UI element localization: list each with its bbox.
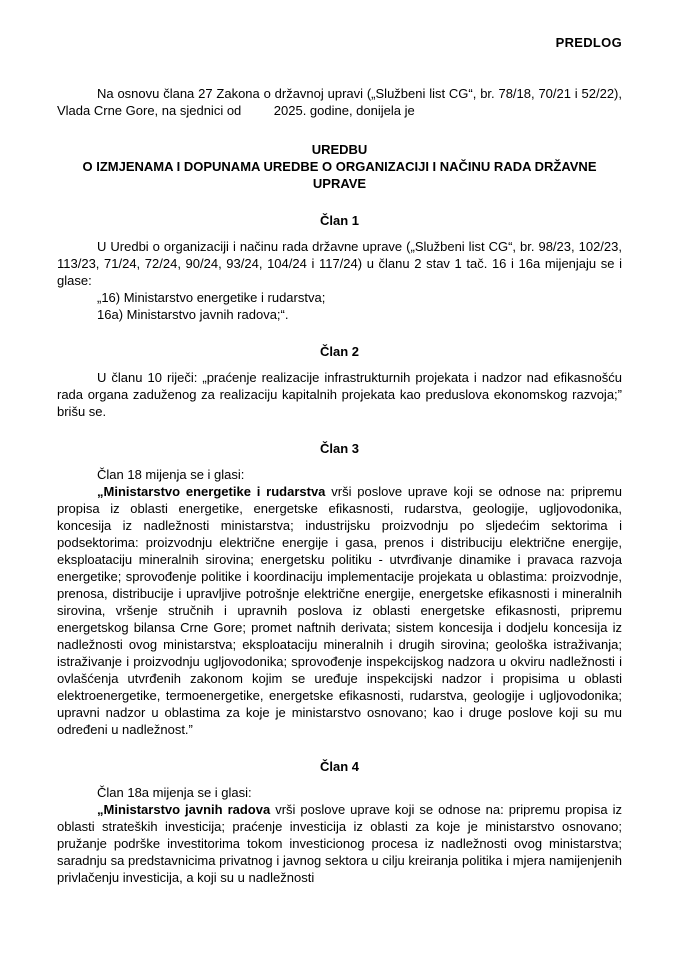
document-label-predlog: PREDLOG [555,35,622,50]
title-line-2: O IZMJENAMA I DOPUNAMA UREDBE O ORGANIZACIJI I NAČINU RADA DRŽAVNE UPRAVE [82,159,597,191]
article-1-heading: Član 1 [319,213,359,228]
article-4-body: vrši poslove uprave koji se odnose na: pripremu propisa iz oblasti strateških investicija; praćenje investicija iz oblasti za koje je ministarstvo osnovano; pružanje podrške investitorima tokom investicionog procesa iz nadležnosti ovog ministarstva; saradnju sa predstavnicima privatnog i javnog sektora u cilju kreiranja politika i mjera namijenjenih privlačenju investicija, a koji su u nadležnosti [57,802,622,885]
article-4-paragraph [57,801,622,886]
title-line-1: UREDBU [311,142,368,157]
article-2-heading: Član 2 [319,344,359,359]
article-1-paragraph: U Uredbi o organizaciji i načinu rada državne uprave („Službeni list CG“, br. 98/23, 102/23, 113/23, 71/24, 72/24, 90/24, 93/24, 104/24 i 117/24) u članu 2 stav 1 tač. 16 i 16a mijenjaju se i glase: [57,239,622,288]
article-1-item-16: „16) Ministarstvo energetike i rudarstva; [97,290,326,305]
article-1-item-16a: 16a) Ministarstvo javnih radova;“. [97,307,289,322]
article-3-paragraph [57,483,622,738]
article-4-heading: Član 4 [319,759,359,774]
article-3-lead: Član 18 mijenja se i glasi: [97,467,245,482]
article-3-heading: Član 3 [319,441,359,456]
article-3-body: vrši poslove uprave koji se odnose na: pripremu propisa iz oblasti energetike, energetske efikasnosti, rudarstva, geologije, ugljovodonika, koncesija iz nadležnosti ministarstva; industrijsku proizvodnju po sljedećim sektorima i podsektorima: proizvodnju električne energije i gasa, prenos i distribuciju električne energije, eksploataciju mineralnih sirovina; energetsku politiku - utvrđivanje dinamike i pravaca razvoja energetike; sprovođenje politike i koordinaciju implementacije projekata u oblastima: proizvodnje, prenosa, distribucije i upravljive potrošnje električne energije, energetske efikasnosti i mineralnih sirovina, vršenje stručnih i upravnih poslova iz oblasti energetske efikasnosti, pripremu energetskog bilansa Crne Gore; promet naftnih derivata; sistem koncesija i dodjelu koncesija iz nadležnosti ovog ministarstva; eksploataciju mineralnih i drugih sirovina; geološka istraživanja; istraživanje i proizvodnju ugljovodonika; sprovođenje inspekcijskog nadzora u okviru nadležnosti i ovlašćenja utvrđenih zakonom kojim se uređuje inspekcijski nadzor i propisima u oblasti elektroenergetike, termoenergetike, energetske efikasnosti, rudarstva, geologije i ugljovodonika; upravni nadzor u oblastima za koje je ministarstvo osnovano; kao i druge poslove koji su mu određeni u nadležnost.” [57,484,622,737]
intro-paragraph: Na osnovu člana 27 Zakona o državnoj upravi („Službeni list CG“, br. 78/18, 70/21 i 52/22), Vlada Crne Gore, na sjednici od 2025. godine, donijela je [57,86,622,118]
document-title [57,141,622,192]
article-3-ministry-name: „Ministarstvo energetike i rudarstva [97,484,326,499]
article-4-ministry-name: „Ministarstvo javnih radova [97,802,271,817]
article-2-paragraph: U članu 10 riječi: „praćenje realizacije infrastrukturnih projekata i nadzor nad efikasnošću rada organa zaduženog za realizaciju kapitalnih projekata kao preduslova ekonomskog razvoja;” brišu se. [57,370,622,419]
article-4-lead: Član 18a mijenja se i glasi: [97,785,252,800]
